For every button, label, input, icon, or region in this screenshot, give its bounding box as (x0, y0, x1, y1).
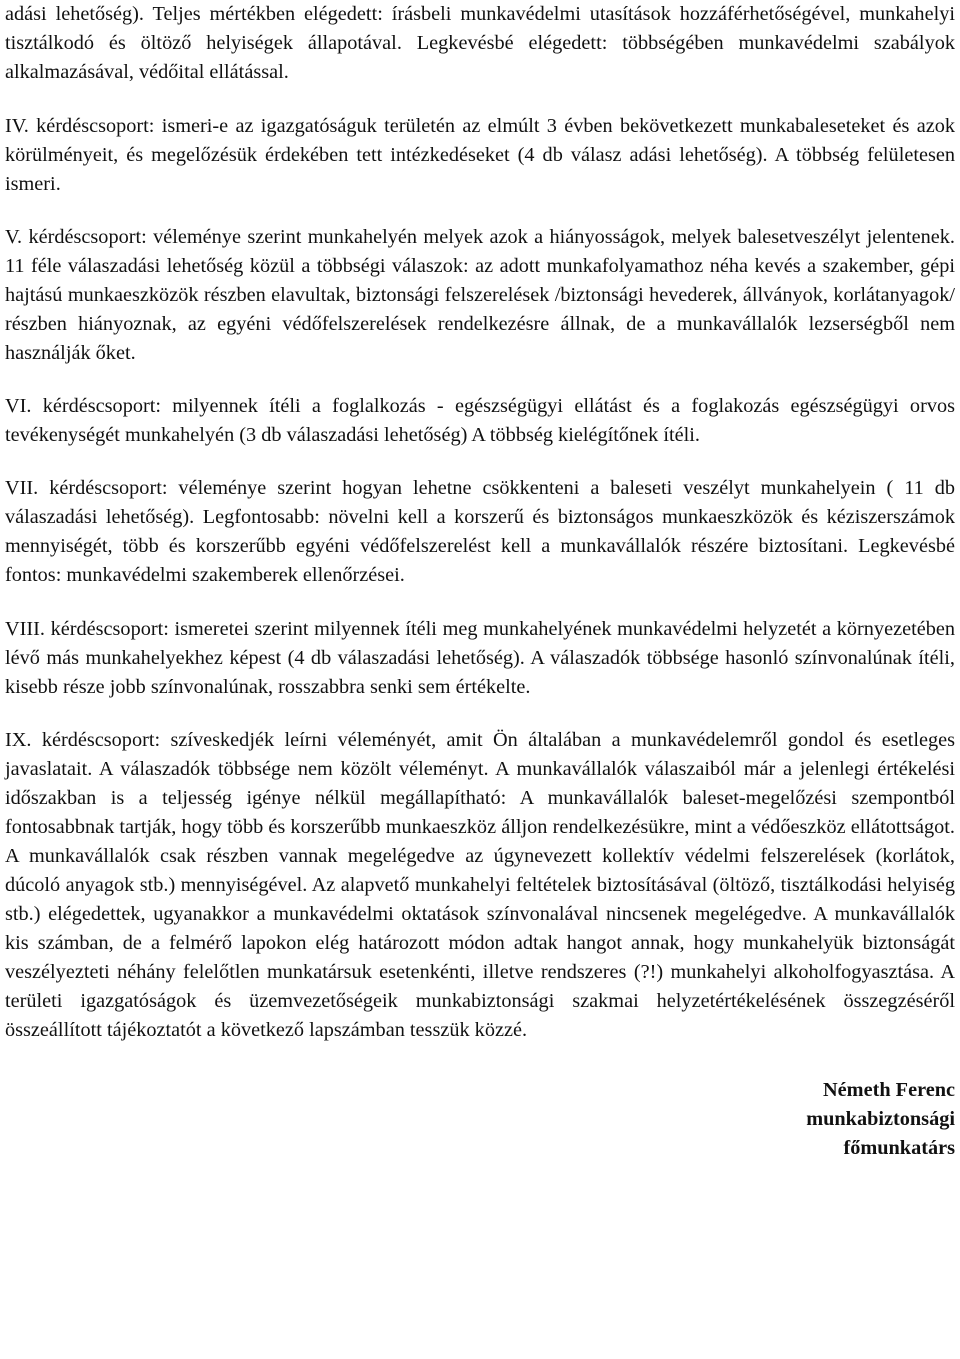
paragraph-question-iv: IV. kérdéscsoport: ismeri-e az igazgatóságuk területén az elmúlt 3 évben bekövetkezett munkabaleseteket és azok körülményeit, és megelőzésük érdekében tett intézkedéseket (4 db válasz adási lehetőség). A többség felületesen ismeri. (5, 115, 955, 195)
signature-name: Németh Ferenc (823, 1079, 955, 1101)
paragraph-question-viii: VIII. kérdéscsoport: ismeretei szerint milyennek ítéli meg munkahelyének munkavédelmi helyzetét a környezetében lévő más munkahelyekhez képest (4 db válaszadási lehetőség). A válaszadók többsége hasonló színvonalúnak ítéli, kisebb része jobb színvonalúnak, rosszabbra senki sem értékelte. (5, 618, 955, 698)
paragraph-intro: adási lehetőség). Teljes mértékben elégedett: írásbeli munkavédelmi utasítások hozzáférhetőségével, munkahelyi tisztálkodó és öltöző helyiségek állapotával. Legkevésbé elégedett: többségében munkavédelmi szabályok alkalmazásával, védőital ellátással. (5, 3, 955, 83)
paragraph-question-vi: VI. kérdéscsoport: milyennek ítéli a foglalkozás - egészségügyi ellátást és a foglakozás egészségügyi orvos tevékenységét munkahelyén (3 db válaszadási lehetőség) A többség kielégítőnek ítéli. (5, 395, 955, 446)
paragraph-question-vii: VII. kérdéscsoport: véleménye szerint hogyan lehetne csökkenteni a baleseti veszélyt munkahelyein ( 11 db válaszadási lehetőség). Legfontosabb: növelni kell a korszerű és biztonságos munkaeszközök és kéziszerszámok mennyiségét, több és korszerűbb egyéni védőfelszerelést kell a munkavállalók részére biztosítani. Legkevésbé fontos: munkavédelmi szakemberek ellenőrzései. (5, 477, 955, 586)
document-page (5, 0, 955, 1163)
signature-title-line2: főmunkatárs (843, 1137, 955, 1159)
signature-title-line1: munkabiztonsági (806, 1108, 955, 1130)
paragraph-question-v: V. kérdéscsoport: véleménye szerint munkahelyén melyek azok a hiányosságok, melyek balesetveszélyt jelentenek. 11 féle válaszadási lehetőség közül a többségi válaszok: az adott munkafolyamathoz néha kevés a szakember, gépi hajtású munkaeszközök részben elavultak, biztonsági felszerelések /biztonsági hevederek, állványok, korlátanyagok/ részben hiányoznak, az egyéni védőfelszerelések rendelkezésre állnak, de a munkavállalók lezserségből nem használják őket. (5, 226, 955, 364)
signature-block (5, 1076, 955, 1163)
paragraph-question-ix: IX. kérdéscsoport: szíveskedjék leírni véleményét, amit Ön általában a munkavédelemről gondol és esetleges javaslatait. A válaszadók többsége nem közölt véleményt. A munkavállalók válaszaiból már a jelenlegi értékelési időszakban is a teljesség igénye nélkül megállapítható: A munkavállalók baleset-megelőzési szempontból fontosabbnak tartják, hogy több és korszerűbb munkaeszköz álljon rendelkezésükre, mint a védőeszköz ellátottságot. A munkavállalók csak részben vannak megelégedve az úgynevezett kollektív védelmi felszerelések (korlátok, dúcoló anyagok stb.) mennyiségével. Az alapvető munkahelyi feltételek biztosításával (öltöző, tisztálkodási helyiség stb.) elégedettek, ugyanakkor a munkavédelmi oktatások színvonalával nincsenek megelégedve. A munkavállalók kis számban, de a felmérő lapokon elég határozott módon adtak hangot annak, hogy munkahelyük biztonságát veszélyezteti néhány felelőtlen munkatársuk esetenkénti, illetve rendszeres (?!) munkahelyi alkoholfogyasztása. A területi igazgatóságok és üzemvezetőségeik munkabiztonsági szakmai helyzetértékelésének összegzéséről összeállított tájékoztatót a következő lapszámban tesszük közzé. (5, 729, 955, 1041)
